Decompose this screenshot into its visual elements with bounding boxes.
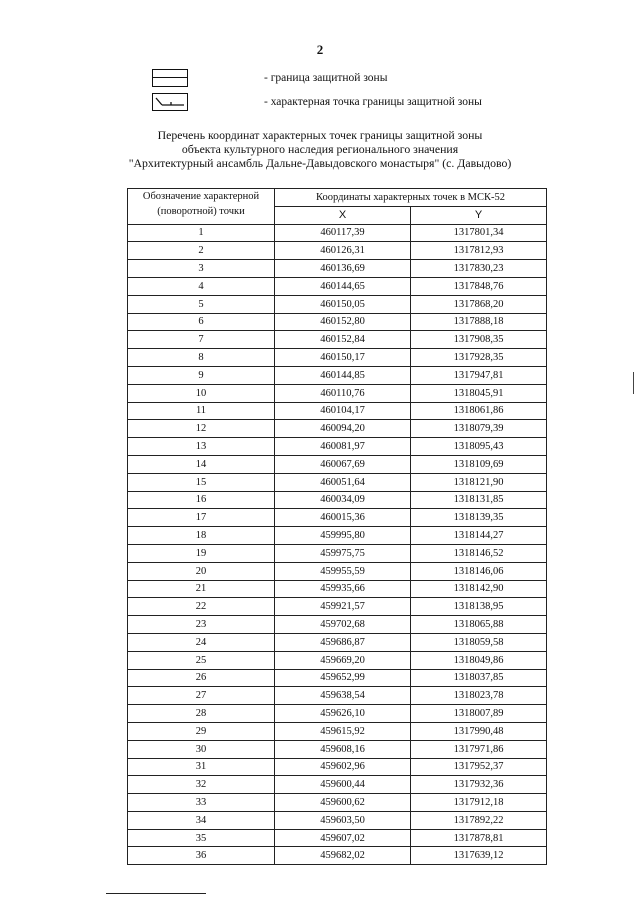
point-number-cell: 28 [128,705,275,723]
y-coordinate-cell: 1318007,89 [411,705,547,723]
point-number-cell: 25 [128,651,275,669]
document-heading [0,128,640,170]
x-coordinate-cell: 459638,54 [275,687,411,705]
table-row [128,402,547,420]
legend-point-label: - характерная точка границы защитной зоны [264,96,482,108]
point-number-cell: 31 [128,758,275,776]
table-row [128,687,547,705]
x-coordinate-cell: 460110,76 [275,384,411,402]
x-coordinate-cell: 460117,39 [275,224,411,242]
y-coordinate-cell: 1317990,48 [411,722,547,740]
y-coordinate-cell: 1317932,36 [411,776,547,794]
point-number-cell: 32 [128,776,275,794]
y-coordinate-cell: 1317947,81 [411,366,547,384]
table-row [128,331,547,349]
y-coordinate-cell: 1318049,86 [411,651,547,669]
x-coordinate-cell: 459608,16 [275,740,411,758]
y-coordinate-cell: 1318079,39 [411,420,547,438]
heading-line-3: "Архитектурный ансамбль Дальне-Давыдовского монастыря" (с. Давыдово) [128,156,512,170]
table-row [128,473,547,491]
table-row [128,580,547,598]
x-coordinate-cell: 460051,64 [275,473,411,491]
point-number-cell: 22 [128,598,275,616]
y-coordinate-cell: 1317888,18 [411,313,547,331]
point-number-cell: 7 [128,331,275,349]
table-row [128,491,547,509]
point-number-cell: 24 [128,633,275,651]
point-number-cell: 4 [128,277,275,295]
point-number-cell: 17 [128,509,275,527]
x-coordinate-cell: 459603,50 [275,811,411,829]
margin-mark [633,372,634,394]
y-coordinate-cell: 1317848,76 [411,277,547,295]
heading-line-1: Перечень координат характерных точек границы защитной зоны [157,128,483,142]
header-x: X [275,206,411,224]
table-row [128,740,547,758]
x-coordinate-cell: 459600,62 [275,794,411,812]
table-row [128,420,547,438]
point-number-cell: 14 [128,455,275,473]
x-coordinate-cell: 459686,87 [275,633,411,651]
point-number-cell: 27 [128,687,275,705]
y-coordinate-cell: 1317868,20 [411,295,547,313]
x-coordinate-cell: 459626,10 [275,705,411,723]
x-coordinate-cell: 460152,84 [275,331,411,349]
x-coordinate-cell: 460150,05 [275,295,411,313]
header-coordinates: Координаты характерных точек в МСК-52 [275,189,547,207]
point-number-cell: 9 [128,366,275,384]
x-coordinate-cell: 460126,31 [275,242,411,260]
x-coordinate-cell: 459935,66 [275,580,411,598]
table-row [128,366,547,384]
point-number-cell: 13 [128,438,275,456]
x-coordinate-cell: 460067,69 [275,455,411,473]
point-number-cell: 20 [128,562,275,580]
table-row [128,242,547,260]
point-number-cell: 15 [128,473,275,491]
y-coordinate-cell: 1318139,35 [411,509,547,527]
point-number-cell: 3 [128,260,275,278]
y-coordinate-cell: 1317892,22 [411,811,547,829]
table-row [128,705,547,723]
point-number-cell: 26 [128,669,275,687]
x-coordinate-cell: 459607,02 [275,829,411,847]
x-coordinate-cell: 459669,20 [275,651,411,669]
y-coordinate-cell: 1318146,06 [411,562,547,580]
y-coordinate-cell: 1317801,34 [411,224,547,242]
table-row [128,295,547,313]
legend-boundary-row [152,66,388,90]
table-row [128,776,547,794]
x-coordinate-cell: 459652,99 [275,669,411,687]
point-number-cell: 10 [128,384,275,402]
y-coordinate-cell: 1318138,95 [411,598,547,616]
y-coordinate-cell: 1318061,86 [411,402,547,420]
x-coordinate-cell: 460152,80 [275,313,411,331]
legend-point-row [152,90,482,114]
x-coordinate-cell: 460150,17 [275,349,411,367]
point-number-cell: 16 [128,491,275,509]
y-coordinate-cell: 1318095,43 [411,438,547,456]
page-number: 2 [316,42,324,57]
legend-boundary-label: - граница защитной зоны [264,72,388,84]
table-row [128,598,547,616]
y-coordinate-cell: 1318142,90 [411,580,547,598]
table-row [128,722,547,740]
y-coordinate-cell: 1317971,86 [411,740,547,758]
y-coordinate-cell: 1317878,81 [411,829,547,847]
x-coordinate-cell: 459975,75 [275,544,411,562]
point-number-cell: 35 [128,829,275,847]
y-coordinate-cell: 1317908,35 [411,331,547,349]
table-row [128,260,547,278]
x-coordinate-cell: 460034,09 [275,491,411,509]
table-row [128,811,547,829]
table-row [128,277,547,295]
table-row [128,544,547,562]
y-coordinate-cell: 1317830,23 [411,260,547,278]
table-row [128,794,547,812]
x-coordinate-cell: 459615,92 [275,722,411,740]
heading-line-2: объекта культурного наследия регионального значения [181,142,459,156]
point-number-cell: 30 [128,740,275,758]
boundary-line-icon [152,69,188,87]
y-coordinate-cell: 1317639,12 [411,847,547,865]
y-coordinate-cell: 1317952,37 [411,758,547,776]
table-row [128,438,547,456]
x-coordinate-cell: 459995,80 [275,527,411,545]
boundary-point-icon [152,93,188,111]
x-coordinate-cell: 459600,44 [275,776,411,794]
point-number-cell: 36 [128,847,275,865]
table-row [128,616,547,634]
x-coordinate-cell: 460015,36 [275,509,411,527]
x-coordinate-cell: 459702,68 [275,616,411,634]
x-coordinate-cell: 460081,97 [275,438,411,456]
table-row [128,349,547,367]
table-row [128,829,547,847]
table-row [128,669,547,687]
table-row [128,633,547,651]
y-coordinate-cell: 1318109,69 [411,455,547,473]
y-coordinate-cell: 1317812,93 [411,242,547,260]
x-coordinate-cell: 460144,65 [275,277,411,295]
table-row [128,313,547,331]
x-coordinate-cell: 460136,69 [275,260,411,278]
point-number-cell: 11 [128,402,275,420]
point-number-cell: 2 [128,242,275,260]
point-number-cell: 1 [128,224,275,242]
point-number-cell: 34 [128,811,275,829]
point-number-cell: 12 [128,420,275,438]
y-coordinate-cell: 1317928,35 [411,349,547,367]
table-row [128,224,547,242]
point-number-cell: 21 [128,580,275,598]
point-number-cell: 8 [128,349,275,367]
y-coordinate-cell: 1318131,85 [411,491,547,509]
table-row [128,455,547,473]
table-row [128,847,547,865]
y-coordinate-cell: 1318144,27 [411,527,547,545]
y-coordinate-cell: 1318037,85 [411,669,547,687]
table-row [128,527,547,545]
footnote-rule [106,893,206,894]
x-coordinate-cell: 459921,57 [275,598,411,616]
table-row [128,384,547,402]
table-row [128,758,547,776]
y-coordinate-cell: 1318059,58 [411,633,547,651]
table-body [128,224,547,865]
y-coordinate-cell: 1318121,90 [411,473,547,491]
y-coordinate-cell: 1318065,88 [411,616,547,634]
x-coordinate-cell: 459602,96 [275,758,411,776]
point-number-cell: 18 [128,527,275,545]
point-number-cell: 6 [128,313,275,331]
point-number-cell: 5 [128,295,275,313]
y-coordinate-cell: 1317912,18 [411,794,547,812]
y-coordinate-cell: 1318023,78 [411,687,547,705]
header-y: Y [411,206,547,224]
point-number-cell: 23 [128,616,275,634]
y-coordinate-cell: 1318045,91 [411,384,547,402]
x-coordinate-cell: 460144,85 [275,366,411,384]
y-coordinate-cell: 1318146,52 [411,544,547,562]
header-point-designation: Обозначение характерной (поворотной) точки [128,189,275,225]
table-row [128,509,547,527]
table-row [128,562,547,580]
x-coordinate-cell: 460104,17 [275,402,411,420]
coordinates-table [127,188,547,865]
point-number-cell: 19 [128,544,275,562]
point-number-cell: 29 [128,722,275,740]
x-coordinate-cell: 459955,59 [275,562,411,580]
x-coordinate-cell: 460094,20 [275,420,411,438]
x-coordinate-cell: 459682,02 [275,847,411,865]
point-number-cell: 33 [128,794,275,812]
table-row [128,651,547,669]
